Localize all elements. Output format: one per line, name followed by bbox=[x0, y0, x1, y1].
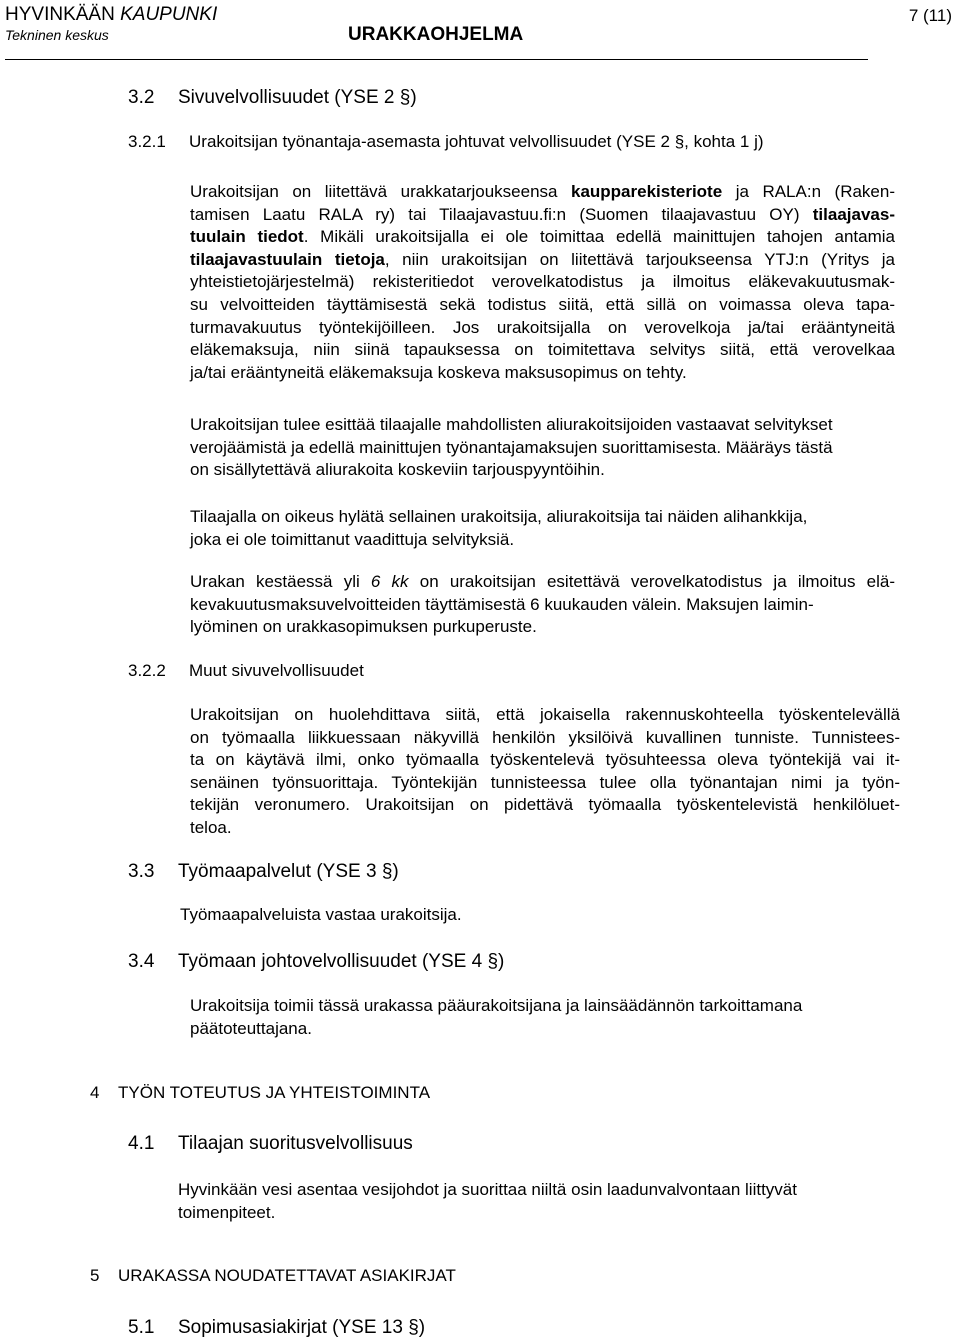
text-line: yhteistietojärjestelmä) rekisteritiedot verovelkatodistus ja ilmoitus eläkevakuutusmak- bbox=[190, 272, 895, 292]
text-line: Hyvinkään vesi asentaa vesijohdot ja suorittaa niiltä osin laadunvalvontaan liittyvät bbox=[178, 1180, 797, 1199]
paragraph-3-2-1-p2 bbox=[190, 414, 918, 482]
heading-4-1: 4.1 Tilaajan suoritusvelvollisuus bbox=[128, 1133, 413, 1154]
text-line: su velvoitteiden täyttämisestä sekä todistus siitä, että sillä on voimassa oleva tapa- bbox=[190, 294, 895, 314]
text-line: päätoteuttajana. bbox=[190, 1018, 312, 1038]
text-line: kevakuutusmaksuvelvoitteiden täyttämisestä 6 kuukauden välein. Maksujen laimin- bbox=[190, 594, 814, 614]
text-line: turmavakuutus työntekijöilleen. Jos urakoitsijalla on verovelkoja ja/tai erääntyneitä bbox=[190, 317, 895, 337]
heading-3-4: 3.4 Työmaan johtovelvollisuudet (YSE 4 §) bbox=[128, 951, 505, 972]
heading-5: 5 URAKASSA NOUDATETTAVAT ASIAKIRJAT bbox=[90, 1266, 456, 1285]
text-line: tamisen Laatu RALA ry) tai Tilaajavastuu.fi:n (Suomen tilaajavastuu OY) tilaajavas- bbox=[190, 204, 895, 224]
text-line: toimenpiteet. bbox=[178, 1202, 276, 1222]
text-line: Urakoitsijan on huolehdittava siitä, että jokaisella rakennuskohteella työskentelevällä bbox=[190, 705, 900, 724]
text-line: on sisällytettävä aliurakoita koskeviin tarjouspyyntöihin. bbox=[190, 460, 605, 480]
paragraph-3-2-1-p4 bbox=[190, 571, 895, 639]
text-line: ja/tai erääntyneitä eläkemaksuja koskeva maksusopimus on tehty. bbox=[190, 362, 687, 382]
text-line: Urakoitsija toimii tässä urakassa pääurakoitsijana ja lainsäädännön tarkoittamana bbox=[190, 996, 803, 1015]
text-line: joka ei ole toimittanut vaadittuja selvityksiä. bbox=[190, 529, 515, 549]
text-line: tekijän veronumero. Urakoitsijan on pidettävä työmaalla työskentelevistä henkilöluet- bbox=[190, 795, 900, 815]
text-line: Tilaajalla on oikeus hylätä sellainen urakoitsija, aliurakoitsija tai näiden alihankkija, bbox=[190, 507, 808, 526]
text-line: Urakan kestäessä yli 6 kk on urakoitsijan esitettävä verovelkatodistus ja ilmoitus elä- bbox=[190, 572, 895, 591]
department-name: Tekninen keskus bbox=[5, 27, 109, 43]
paragraph-3-3 bbox=[180, 904, 462, 927]
paragraph-3-2-1-p1 bbox=[190, 181, 895, 384]
text-line: lyöminen on urakkasopimuksen purkuperuste. bbox=[190, 617, 537, 637]
text-line: on työmaalla liikkuessaan näkyvillä henkilön yksilöivä kuvallinen tunniste. Tunnistees- bbox=[190, 727, 900, 747]
paragraph-3-2-2-p1 bbox=[190, 704, 900, 840]
organization-name: HYVINKÄÄN KAUPUNKI bbox=[5, 4, 218, 25]
heading-3-2: 3.2 Sivuvelvollisuudet (YSE 2 §) bbox=[128, 87, 417, 108]
heading-5-1: 5.1 Sopimusasiakirjat (YSE 13 §) bbox=[128, 1317, 426, 1338]
paragraph-4-1 bbox=[178, 1179, 797, 1224]
text-line: Työmaapalveluista vastaa urakoitsija. bbox=[180, 905, 462, 924]
heading-3-2-1: 3.2.1 Urakoitsijan työnantaja-asemasta johtuvat velvollisuudet (YSE 2 §, kohta 1 j) bbox=[128, 132, 764, 151]
heading-3-2-2: 3.2.2 Muut sivuvelvollisuudet bbox=[128, 661, 364, 680]
text-line: verojäämistä ja edellä mainittujen työnantajamaksujen suorittamisesta. Määräys tästä bbox=[190, 437, 833, 457]
text-line: Urakoitsijan on liitettävä urakkatarjoukseensa kaupparekisteriote ja RALA:n (Raken- bbox=[190, 182, 896, 201]
document-title: URAKKAOHJELMA bbox=[348, 24, 524, 45]
text-line: ta on käytävä ilmi, onko työmaalla työskentelevä työsuhteessa oleva työntekijä vai it- bbox=[190, 750, 900, 770]
text-line: senäinen työnsuorittaja. Työntekijän tunnisteessa tulee olla työnantajan nimi ja työn- bbox=[190, 772, 900, 792]
header-divider bbox=[5, 59, 868, 60]
text-line: tuulain tiedot. Mikäli urakoitsijalla ei ole toimittaa edellä mainittujen tahojen antamia bbox=[190, 227, 895, 247]
heading-3-3: 3.3 Työmaapalvelut (YSE 3 §) bbox=[128, 861, 399, 882]
text-line: Urakoitsijan tulee esittää tilaajalle mahdollisten aliurakoitsijoiden vastaavat selvitykset bbox=[190, 415, 833, 434]
text-line: tilaajavastuulain tietoja, niin urakoitsijan on liitettävä tarjoukseensa YTJ:n (Yritys ja bbox=[190, 249, 896, 269]
text-line: eläkemaksuja, niin siinä tapauksessa on toimitettava selvitys siitä, että verovelkaa bbox=[190, 340, 895, 360]
heading-4: 4 TYÖN TOTEUTUS JA YHTEISTOIMINTA bbox=[90, 1083, 431, 1102]
text-line: teloa. bbox=[190, 817, 232, 837]
page-number: 7 (11) bbox=[908, 6, 952, 25]
paragraph-3-2-1-p3 bbox=[190, 506, 895, 551]
paragraph-3-4 bbox=[190, 995, 802, 1040]
